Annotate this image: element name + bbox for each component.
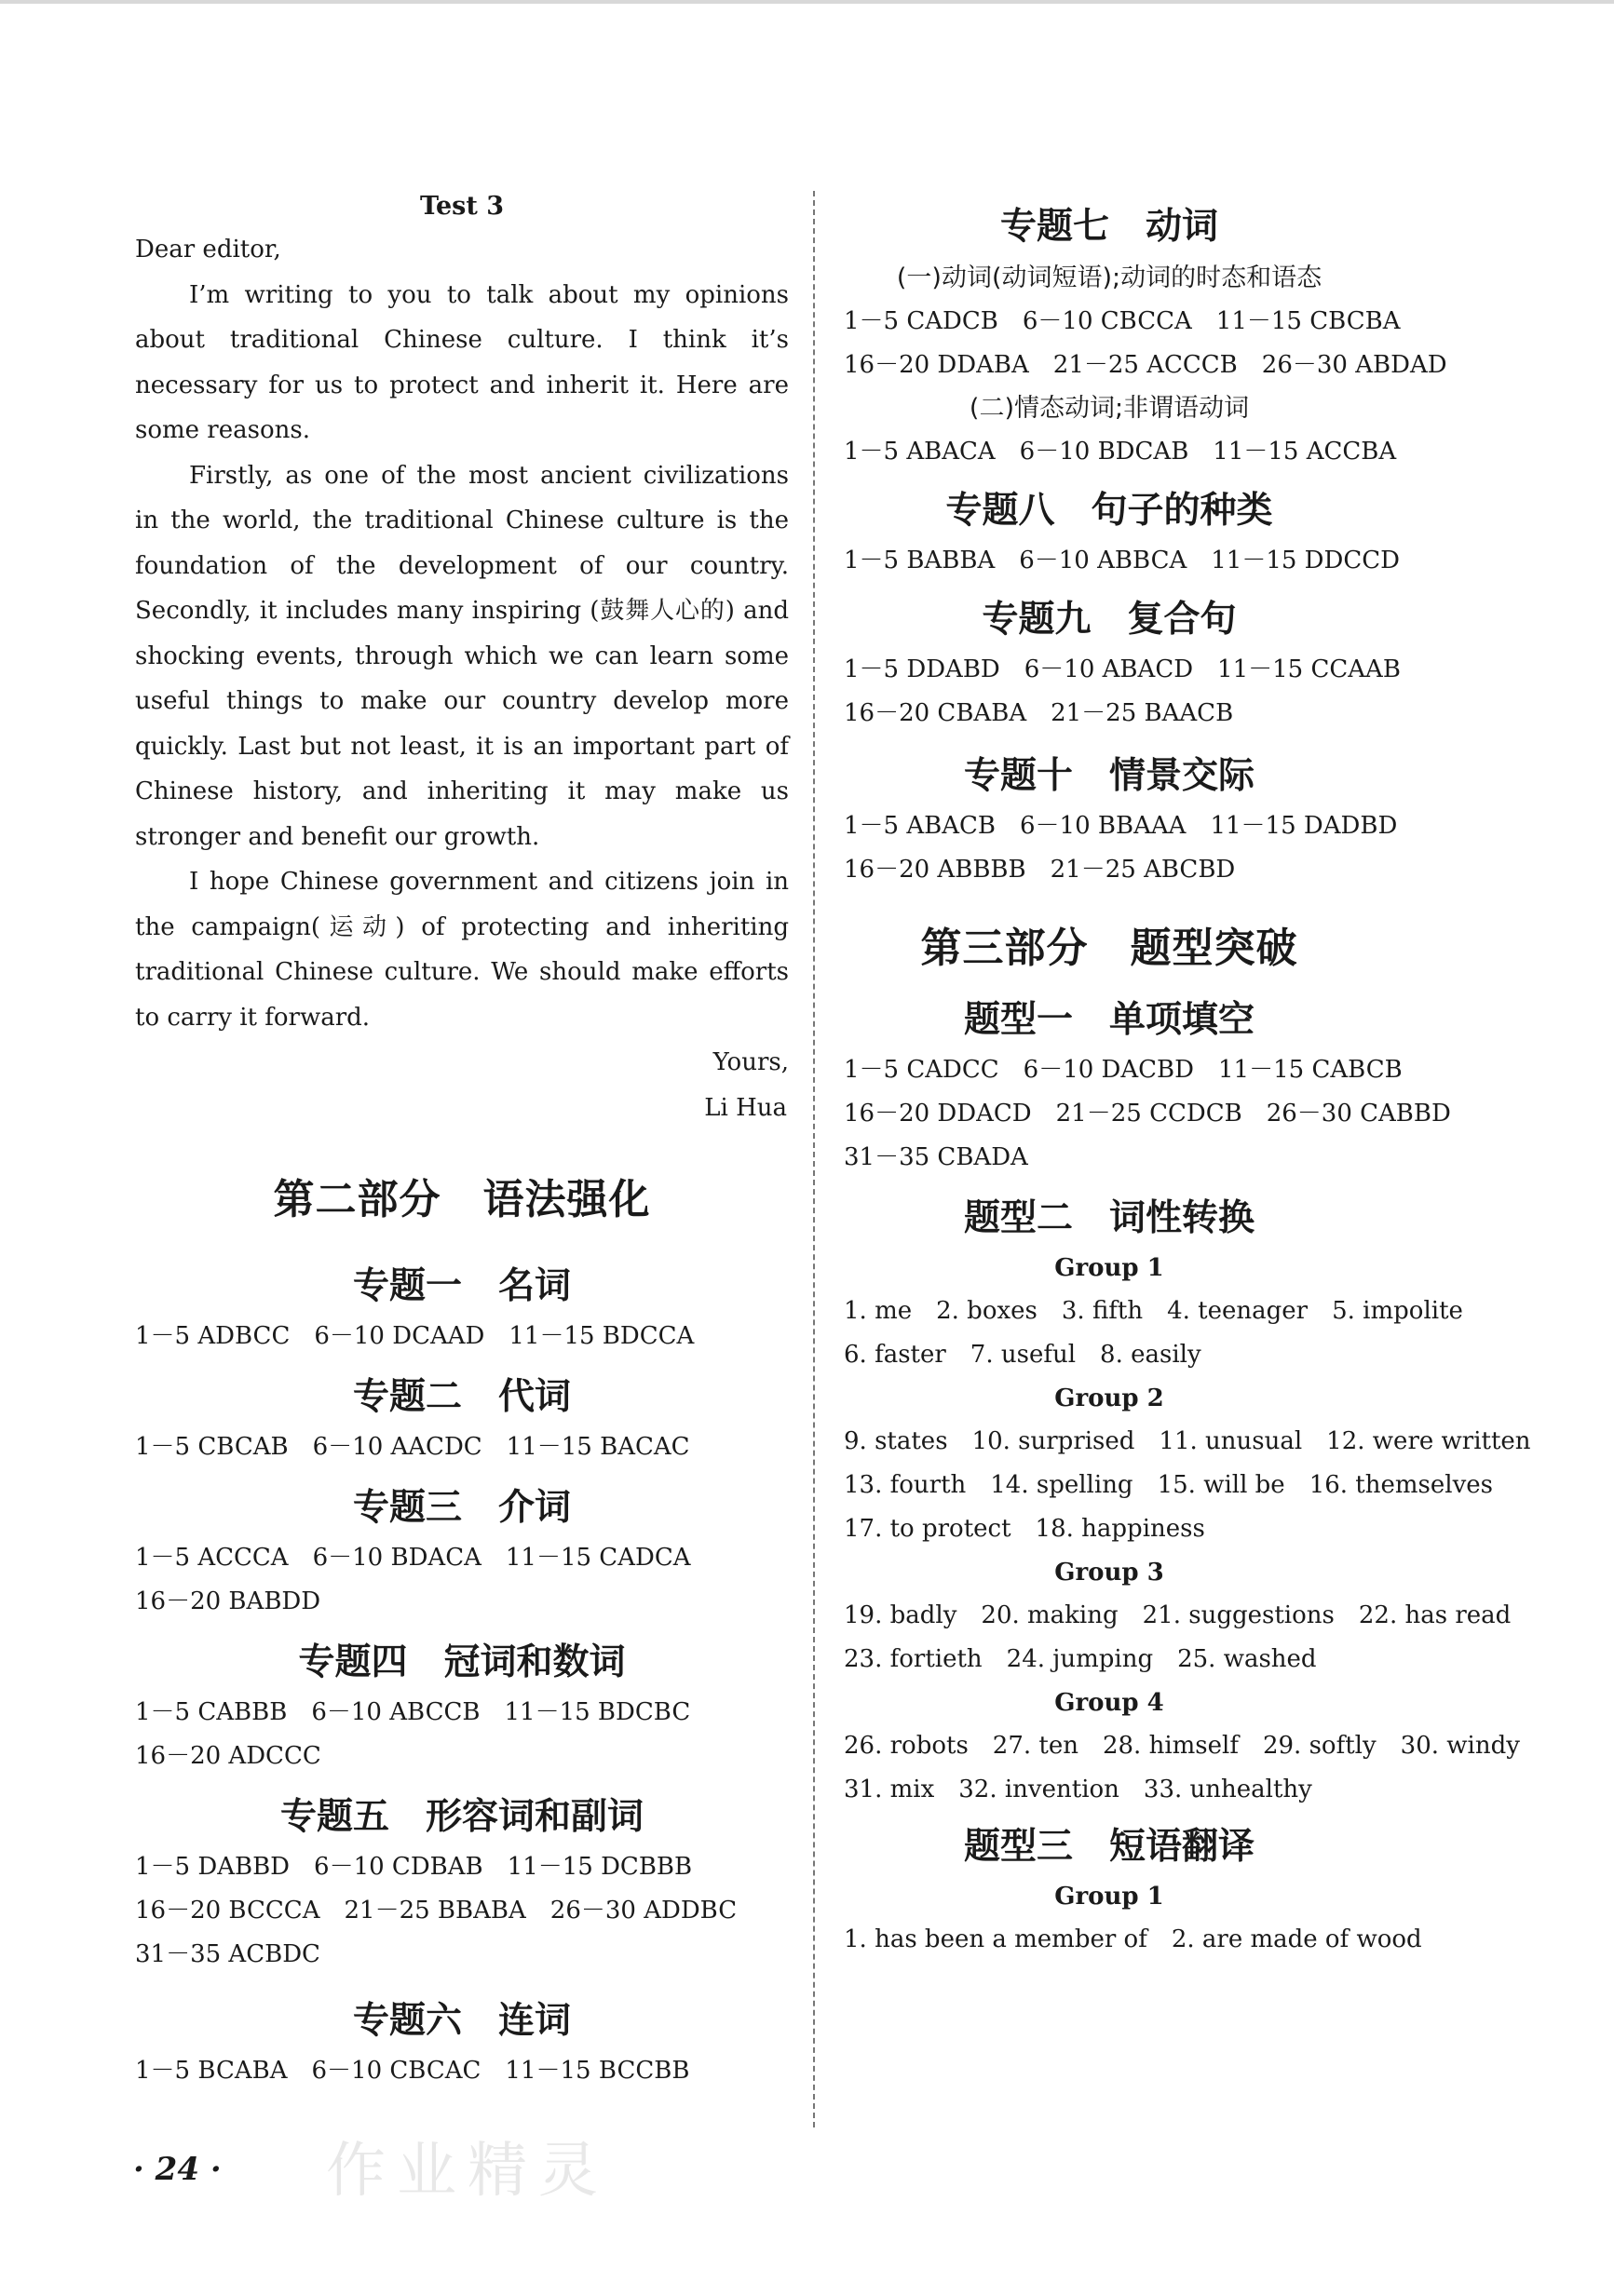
type-2-group-4-line-2: 31. mix 32. invention 33. unhealthy xyxy=(844,1776,1312,1803)
section-7-title: 专题七 动词 xyxy=(999,206,1218,248)
section-4-answers-2: 16－20 ADCCC xyxy=(135,1742,321,1770)
type-2-group-2: Group 2 xyxy=(1054,1384,1164,1412)
type-2-group-2-line-1: 9. states 10. surprised 11. unusual 12. were written xyxy=(844,1427,1531,1455)
part-2-title: 第二部分 语法强化 xyxy=(273,1176,651,1223)
type-2-group-2-line-3: 17. to protect 18. happiness xyxy=(844,1515,1205,1543)
section-6-title: 专题六 连词 xyxy=(352,2000,571,2042)
letter-paragraph-1: I’m writing to you to talk about my opinions about traditional Chinese culture. I think it’s necessary for us to protect and inherit it. Here are some reasons. xyxy=(135,280,789,444)
page-number: · 24 · xyxy=(133,2151,222,2188)
section-7-subtitle-1: (一)动词(动词短语);动词的时态和语态 xyxy=(896,263,1322,292)
letter-paragraph-3: I hope Chinese government and citizens join in the campaign(运动) of protecting and inheriting traditional Chinese culture. We should make efforts to carry it forward. xyxy=(135,868,789,1032)
section-5-answers-1: 1－5 DABBD 6－10 CDBAB 11－15 DCBBB xyxy=(135,1853,693,1881)
letter-paragraph-2: Firstly, as one of the most ancient civilizations in the world, the traditional Chinese culture is the foundation of the development of our country. Secondly, it includes many inspiring (鼓舞人心的) and shocking events, through which we can learn some useful things to make our country develop more quickly. Last but not least, it is an important part of Chinese history, and inheriting it may make us stronger and benefit our growth. xyxy=(135,461,789,851)
section-8-answers: 1－5 BABBA 6－10 ABBCA 11－15 DDCCD xyxy=(844,547,1401,574)
section-3-answers-2: 16－20 BABDD xyxy=(135,1587,321,1615)
section-2-title: 专题二 代词 xyxy=(352,1376,571,1418)
letter-signature: Li Hua xyxy=(704,1093,787,1122)
section-4-answers-1: 1－5 CABBB 6－10 ABCCB 11－15 BDCBC xyxy=(135,1698,691,1726)
section-5-title: 专题五 形容词和副词 xyxy=(279,1796,644,1838)
right-column xyxy=(844,197,1531,1962)
type-2-title: 题型二 词性转换 xyxy=(963,1197,1255,1239)
section-1-answers: 1－5 ADBCC 6－10 DCAAD 11－15 BDCCA xyxy=(135,1322,695,1350)
section-3-answers-1: 1－5 ACCCA 6－10 BDACA 11－15 CADCA xyxy=(135,1544,691,1572)
section-8-title: 专题八 句子的种类 xyxy=(945,490,1273,532)
section-9-answers-1: 1－5 DDABD 6－10 ABACD 11－15 CCAAB xyxy=(844,655,1401,683)
type-2-group-3: Group 3 xyxy=(1054,1559,1164,1587)
type-1-title: 题型一 单项填空 xyxy=(963,999,1255,1041)
type-1-answers-3: 31－35 CBADA xyxy=(844,1143,1028,1171)
letter-title: Test 3 xyxy=(419,192,505,221)
top-rule xyxy=(0,0,1614,4)
type-2-group-4: Group 4 xyxy=(1054,1689,1164,1717)
section-7-answers-2: 16－20 DDABA 21－25 ACCCB 26－30 ABDAD xyxy=(844,351,1447,379)
section-10-answers-2: 16－20 ABBBB 21－25 ABCBD xyxy=(844,856,1236,884)
section-10-answers-1: 1－5 ABACB 6－10 BBAAA 11－15 DADBD xyxy=(844,812,1398,840)
section-7-answers-3: 1－5 ABACA 6－10 BDCAB 11－15 ACCBA xyxy=(844,438,1397,466)
type-2-group-1: Group 1 xyxy=(1054,1254,1164,1282)
section-3-title: 专题三 介词 xyxy=(352,1487,571,1529)
type-2-group-1-line-2: 6. faster 7. useful 8. easily xyxy=(844,1341,1201,1369)
column-divider xyxy=(813,191,815,2127)
type-2-group-4-line-1: 26. robots 27. ten 28. himself 29. softly 30. windy xyxy=(844,1732,1520,1760)
letter-closing: Yours, xyxy=(712,1048,789,1076)
type-2-group-3-line-2: 23. fortieth 24. jumping 25. washed xyxy=(844,1645,1317,1673)
section-5-answers-3: 31－35 ACBDC xyxy=(135,1940,320,1968)
part-3-title: 第三部分 题型突破 xyxy=(920,925,1298,972)
letter-greeting: Dear editor, xyxy=(135,236,281,263)
section-5-answers-2: 16－20 BCCCA 21－25 BBABA 26－30 ADDBC xyxy=(135,1897,738,1925)
section-7-answers-1: 1－5 CADCB 6－10 CBCCA 11－15 CBCBA xyxy=(844,307,1401,335)
section-4-title: 专题四 冠词和数词 xyxy=(298,1641,626,1683)
type-2-group-2-line-2: 13. fourth 14. spelling 15. will be 16. themselves xyxy=(844,1471,1493,1499)
type-3-group-1: Group 1 xyxy=(1054,1883,1164,1911)
type-2-group-3-line-1: 19. badly 20. making 21. suggestions 22. has read xyxy=(844,1601,1512,1629)
left-column xyxy=(135,186,789,2093)
section-2-answers: 1－5 CBCAB 6－10 AACDC 11－15 BACAC xyxy=(135,1433,690,1461)
section-7-subtitle-2: (二)情态动词;非谓语动词 xyxy=(969,394,1250,423)
type-1-answers-1: 1－5 CADCC 6－10 DACBD 11－15 CABCB xyxy=(844,1056,1403,1084)
section-9-answers-2: 16－20 CBABA 21－25 BAACB xyxy=(844,699,1234,727)
section-1-title: 专题一 名词 xyxy=(352,1265,571,1307)
section-9-title: 专题九 复合句 xyxy=(982,599,1237,641)
type-3-group-1-line-1: 1. has been a member of 2. are made of wood xyxy=(844,1925,1422,1953)
watermark: 作业精灵 xyxy=(326,2137,609,2206)
type-1-answers-2: 16－20 DDACD 21－25 CCDCB 26－30 CABBD xyxy=(844,1100,1451,1128)
type-3-title: 题型三 短语翻译 xyxy=(963,1826,1255,1868)
type-2-group-1-line-1: 1. me 2. boxes 3. fifth 4. teenager 5. impolite xyxy=(844,1297,1463,1325)
section-6-answers: 1－5 BCABA 6－10 CBCAC 11－15 BCCBB xyxy=(135,2057,690,2085)
section-10-title: 专题十 情景交际 xyxy=(963,755,1255,797)
